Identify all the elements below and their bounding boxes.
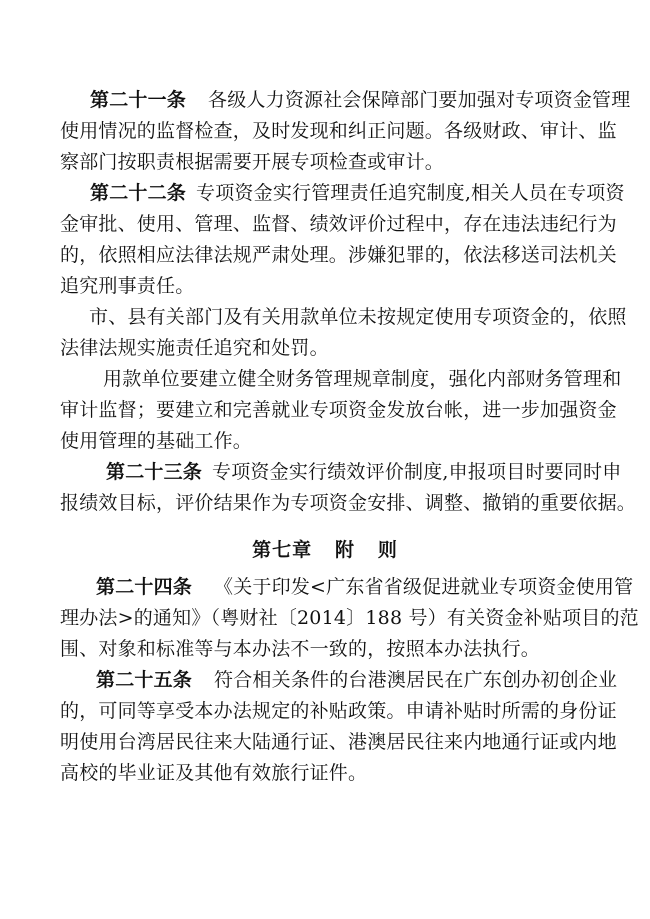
article-24-line-2: 理办法>的通知》（粤财社〔2014〕188 号）有关资金补贴项目的范 [60,607,639,629]
article-21-line-3: 察部门按职责根据需要开展专项检查或审计。 [60,151,445,173]
article-23-text-1: 专项资金实行绩效评价制度,申报项目时要同时申 [212,461,622,483]
article-22-line-2: 金审批、使用、管理、监督、绩效评价过程中，存在违法违纪行为 [60,213,617,235]
article-25-line-4: 高校的毕业证及其他有效旅行证件。 [60,762,368,784]
article-23-label: 第二十三条 [106,461,203,483]
article-24-text-1: 《关于印发<广东省省级促进就业专项资金使用管 [214,576,634,598]
article-24-line-3: 围、对象和标准等与本办法不一致的，按照本办法执行。 [60,638,541,660]
article-24-label: 第二十四条 [96,576,193,598]
article-22-label: 第二十二条 [90,182,187,204]
article-22-line-1 [90,181,625,205]
para-unit-line-2: 审计监督；要建立和完善就业专项资金发放台帐，进一步加强资金 [60,399,617,421]
article-22-text-1: 专项资金实行管理责任追究制度,相关人员在专项资 [196,182,625,204]
article-21-line-1 [90,88,630,112]
article-23-line-2: 报绩效目标，评价结果作为专项资金安排、调整、撤销的重要依据。 [60,492,637,514]
para-city-line-2: 法律法规实施责任追究和处罚。 [60,337,329,359]
article-25-line-1 [96,668,617,692]
chapter-7-title: 第七章 附 则 [252,539,398,561]
para-city-line-1: 市、县有关部门及有关用款单位未按规定使用专项资金的，依照 [89,306,627,328]
article-22-line-4: 追究刑事责任。 [60,275,195,297]
article-25-line-2: 的，可同等享受本办法规定的补贴政策。申请补贴时所需的身份证 [60,700,617,722]
article-22-line-3: 的，依照相应法律法规严肃处理。涉嫌犯罪的，依法移送司法机关 [60,244,617,266]
article-21-label: 第二十一条 [90,89,187,111]
article-25-text-1: 符合相关条件的台港澳居民在广东创办初创企业 [214,669,618,691]
para-unit-line-1: 用款单位要建立健全财务管理规章制度，强化内部财务管理和 [103,368,622,390]
article-25-line-3: 明使用台湾居民往来大陆通行证、港澳居民往来内地通行证或内地 [60,731,617,753]
article-25-label: 第二十五条 [96,669,193,691]
para-unit-line-3: 使用管理的基础工作。 [60,430,253,452]
article-24-line-1 [96,575,633,599]
article-21-line-2: 使用情况的监督检查，及时发现和纠正问题。各级财政、审计、监 [60,120,617,142]
article-23-line-1 [106,460,621,484]
article-21-text-1: 各级人力资源社会保障部门要加强对专项资金管理 [208,89,631,111]
